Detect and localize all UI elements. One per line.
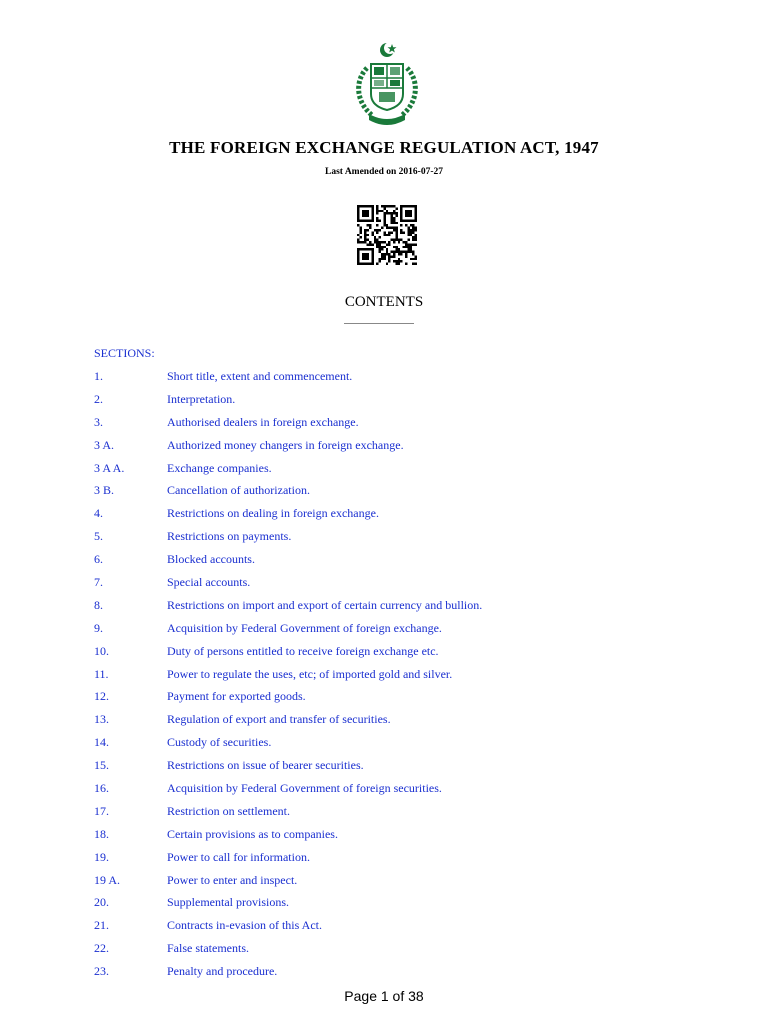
section-title-link[interactable]: Payment for exported goods. <box>167 689 306 704</box>
section-title-link[interactable]: Special accounts. <box>167 575 251 590</box>
section-number[interactable]: 8. <box>94 597 103 612</box>
section-title-link[interactable]: Regulation of export and transfer of securities. <box>167 712 391 727</box>
section-title-link[interactable]: Authorized money changers in foreign exchange. <box>167 437 404 452</box>
section-number[interactable]: 14. <box>94 735 109 750</box>
section-title-link[interactable]: Power to enter and inspect. <box>167 872 298 887</box>
section-number[interactable]: 2. <box>94 391 103 406</box>
toc-entry[interactable] <box>0 941 768 964</box>
sections-label: SECTIONS: <box>94 346 155 360</box>
section-number[interactable]: 22. <box>94 941 109 956</box>
last-amended-date: Last Amended on 2016-07-27 <box>325 167 443 177</box>
toc-entry[interactable] <box>0 438 768 461</box>
toc-entry[interactable] <box>0 667 768 690</box>
section-title-link[interactable]: Power to call for information. <box>167 849 310 864</box>
section-number[interactable]: 3 B. <box>94 483 115 498</box>
section-title-link[interactable]: Restrictions on dealing in foreign exchange. <box>167 506 379 521</box>
section-number[interactable]: 4. <box>94 506 103 521</box>
section-number[interactable]: 13. <box>94 712 109 727</box>
section-title-link[interactable]: Restrictions on payments. <box>167 529 292 544</box>
section-number[interactable]: 21. <box>94 918 109 933</box>
toc-entry[interactable] <box>0 850 768 873</box>
section-number[interactable]: 3 A. <box>94 437 115 452</box>
toc-entry[interactable] <box>0 575 768 598</box>
section-number[interactable]: 17. <box>94 803 109 818</box>
toc-entry[interactable] <box>0 483 768 506</box>
section-number[interactable]: 18. <box>94 826 109 841</box>
section-title-link[interactable]: Interpretation. <box>167 391 236 406</box>
section-title-link[interactable]: Power to regulate the uses, etc; of imported gold and silver. <box>167 666 453 681</box>
section-title-link[interactable]: False statements. <box>167 941 249 956</box>
section-title-link[interactable]: Penalty and procedure. <box>167 964 278 979</box>
toc-entry[interactable] <box>0 873 768 896</box>
section-title-link[interactable]: Exchange companies. <box>167 460 272 475</box>
section-title-link[interactable]: Blocked accounts. <box>167 552 255 567</box>
qr-code-icon <box>355 205 419 265</box>
toc-entry[interactable] <box>0 827 768 850</box>
document-title: THE FOREIGN EXCHANGE REGULATION ACT, 1947 <box>169 138 599 157</box>
toc-entry[interactable] <box>0 392 768 415</box>
toc-entry[interactable] <box>0 735 768 758</box>
section-number[interactable]: 16. <box>94 781 109 796</box>
section-number[interactable]: 11. <box>94 666 109 681</box>
section-number[interactable]: 15. <box>94 758 109 773</box>
toc-entry[interactable] <box>0 895 768 918</box>
section-number[interactable]: 12. <box>94 689 109 704</box>
toc-entry[interactable] <box>0 712 768 735</box>
toc-entry[interactable] <box>0 552 768 575</box>
section-title-link[interactable]: Certain provisions as to companies. <box>167 826 338 841</box>
toc-entry[interactable] <box>0 804 768 827</box>
section-number[interactable]: 5. <box>94 529 103 544</box>
section-title-link[interactable]: Supplemental provisions. <box>167 895 289 910</box>
section-number[interactable]: 7. <box>94 575 103 590</box>
toc-entry[interactable] <box>0 461 768 484</box>
section-title-link[interactable]: Acquisition by Federal Government of foreign exchange. <box>167 620 442 635</box>
page-number: Page 1 of 38 <box>344 988 424 1004</box>
section-title-link[interactable]: Cancellation of authorization. <box>167 483 310 498</box>
toc-entry[interactable] <box>0 529 768 552</box>
section-number[interactable]: 9. <box>94 620 103 635</box>
section-title-link[interactable]: Acquisition by Federal Government of foreign securities. <box>167 781 442 796</box>
section-number[interactable]: 1. <box>94 369 103 383</box>
toc-entry[interactable] <box>0 415 768 438</box>
toc-entry[interactable] <box>0 621 768 644</box>
section-number[interactable]: 6. <box>94 552 103 567</box>
section-title-link[interactable]: Restrictions on issue of bearer securities. <box>167 758 364 773</box>
toc-entry[interactable] <box>0 369 768 392</box>
toc-entry[interactable] <box>0 506 768 529</box>
section-number[interactable]: 19. <box>94 849 109 864</box>
toc-entry[interactable] <box>0 964 768 987</box>
section-number[interactable]: 20. <box>94 895 109 910</box>
section-title-link[interactable]: Restriction on settlement. <box>167 803 290 818</box>
section-number[interactable]: 23. <box>94 964 109 979</box>
section-number[interactable]: 3 A A. <box>94 460 125 475</box>
section-title-link[interactable]: Contracts in-evasion of this Act. <box>167 918 322 933</box>
section-number[interactable]: 3. <box>94 414 103 429</box>
toc-entry[interactable] <box>0 689 768 712</box>
toc-entry[interactable] <box>0 781 768 804</box>
section-title-link[interactable]: Duty of persons entitled to receive foreign exchange etc. <box>167 643 439 658</box>
toc-entry[interactable] <box>0 918 768 941</box>
toc-entry[interactable] <box>0 598 768 621</box>
toc-entry[interactable] <box>0 758 768 781</box>
section-number[interactable]: 19 A. <box>94 872 121 887</box>
contents-divider <box>344 323 414 324</box>
table-of-contents <box>0 369 768 987</box>
section-title-link[interactable]: Custody of securities. <box>167 735 272 750</box>
state-emblem-icon <box>343 40 431 128</box>
toc-entry[interactable] <box>0 644 768 667</box>
contents-heading: CONTENTS <box>344 294 424 310</box>
section-title-link[interactable]: Authorised dealers in foreign exchange. <box>167 414 359 429</box>
section-title-link[interactable]: Restrictions on import and export of certain currency and bullion. <box>167 597 483 612</box>
section-title-link[interactable]: Short title, extent and commencement. <box>167 369 353 383</box>
section-number[interactable]: 10. <box>94 643 109 658</box>
